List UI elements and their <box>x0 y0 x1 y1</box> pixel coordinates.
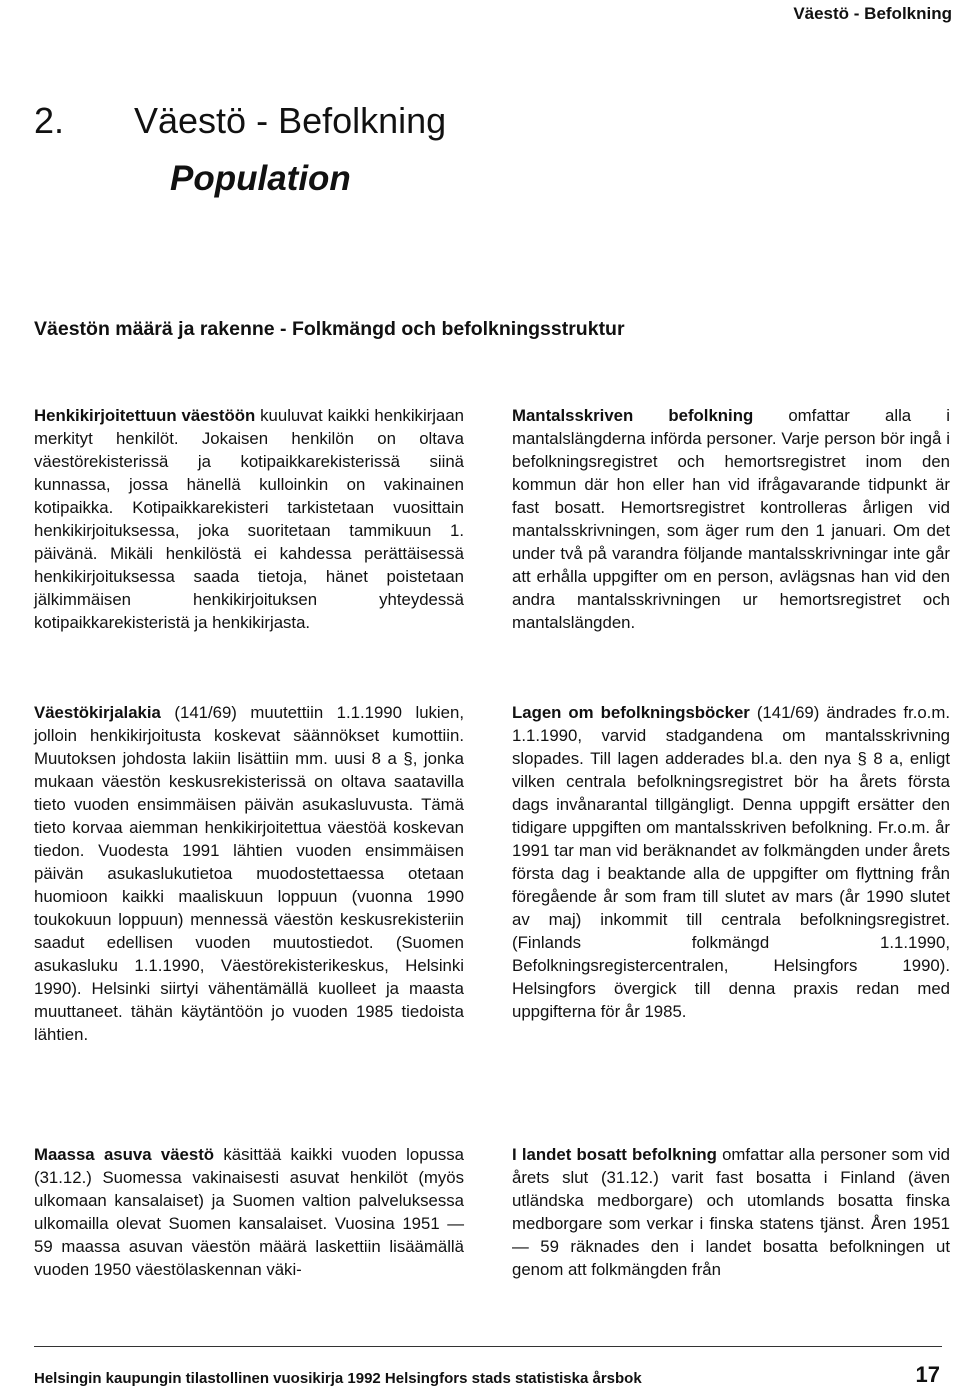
finnish-paragraph <box>34 701 464 1046</box>
term-bold: Mantalsskriven befolkning <box>512 406 754 425</box>
section-heading: Väestön määrä ja rakenne - Folkmängd och befolkningsstruktur <box>34 318 625 340</box>
chapter-number: 2. <box>34 100 65 141</box>
running-header: Väestö - Befolkning <box>793 4 952 23</box>
term-bold: Väestökirjalakia <box>34 703 161 722</box>
finnish-paragraph <box>34 404 464 634</box>
chapter-subtitle: Population <box>170 159 351 198</box>
paragraph-text: kuuluvat kaikki henkikirjaan merkityt henkilöt. Jokaisen henkilön on oltava väestörekisterissä ja kotipaikkarekisterissä siinä kunnassa, jossa hänellä kulloinkin on vakinainen kotipaikka. Kotipaikkarekisteri tarkistetaan vuosittain henkikirjoituksessa, joka suoritetaan tammikuun 1. päivänä. Mikäli henkilöstä ei kahdessa perättäisessä henkikirjoituksessa saada tietoja, hänet poistetaan jälkimmäisen henkikirjoituksen yhteydessä kotipaikkarekisteristä ja henkikirjasta. <box>34 406 464 632</box>
swedish-column <box>512 404 950 1279</box>
chapter-title-text: Väestö - Befolkning <box>134 100 447 141</box>
paragraph-text: käsittää kaikki vuoden lopussa (31.12.) Suomessa vakinaisesti asuvat henkilöt (myös ulkomaan kansalaiset) ja Suomen valtion palveluksessa ulkomailla olevat Suomen kansalaiset. Vuosina 1951 — 59 maassa asuvan väestön määrä laskettiin lisäämällä vuoden 1950 väestölaskennan väki- <box>34 1145 464 1279</box>
term-bold: Henkikirjoitettuun väestöön <box>34 406 256 425</box>
page-number: 17 <box>915 1362 940 1387</box>
term-bold: I landet bosatt befolkning <box>512 1145 717 1164</box>
term-bold: Maassa asuva väestö <box>34 1145 215 1164</box>
paragraph-text: omfattar alla i mantalslängderna införda personer. Varje person bör ingå i befolkningsregistret och hemortsregistret inom den kommun där hon eller han vid ifrågavarande tidpunkt är fast bosatt. Hemortsregistret kontrolleras årligen vid mantalsskrivningen, som äger rum den 1 januari. Om det under två på varandra följande mantalsskrivningar inte går att erhålla uppgifter om en person, avlägsnas han vid den andra mantalsskrivningen ur hemortsregistret och mantalslängden. <box>512 406 950 632</box>
swedish-paragraph <box>512 1143 950 1281</box>
swedish-paragraph <box>512 404 950 634</box>
footer-divider <box>34 1346 942 1347</box>
paragraph-text: (141/69) ändrades fr.o.m. 1.1.1990, varvid stadgandena om mantalsskrivning slopades. Till lagen adderades bl.a. den nya § 8 a, enligt vilken centrala befolkningsregistret bör ha årets första dags invånarantal tillgängligt. Denna uppgift ersätter den tidigare uppgiften om mantalsskriven befolkning. Fr.o.m. år 1991 tar man vid beräknandet av folkmängden under årets första dag i beaktande alla de uppgifter om flyttning från föregående år som fram till slutet av mars (år 1990 slutet av maj) inkommit till centrala befolkningsregistret. (Finlands folkmängd 1.1.1990, Befolkningsregistercentralen, Helsingfors 1990). Helsingfors övergick till denna praxis redan med uppgifterna för år 1985. <box>512 703 950 1021</box>
footer-text: Helsingin kaupungin tilastollinen vuosikirja 1992 Helsingfors stads statistiska årsbok <box>34 1370 642 1387</box>
finnish-column <box>34 404 464 1279</box>
finnish-paragraph <box>34 1143 464 1281</box>
term-bold: Lagen om befolkningsböcker <box>512 703 750 722</box>
paragraph-text: (141/69) muutettiin 1.1.1990 lukien, jolloin henkikirjoitusta koskevat säännökset kumottiin. Muutoksen johdosta lakiin lisättiin mm. uusi 8 a §, jonka mukaan väestön keskusrekisterissä on oltava saatavilla tieto vuoden ensimmäisen päivän asukasluvusta. Tämä tieto korvaa aiemman henkikirjoitettua väestöä koskevan tiedon. Vuodesta 1991 lähtien vuoden ensimmäisen päivän asukaslukutietoa muodostettaessa otetaan huomioon kaikki maaliskuun loppuun (vuonna 1990 toukokuun loppuun) mennessä väestön keskusrekisteriin saadut edellisen vuoden muutostiedot. (Suomen asukasluku 1.1.1990, Väestörekisterikeskus, Helsinki 1990). Helsinki siirtyi vähentämällä kuolleet ja maasta muuttaneet. tähän käytäntöön jo vuoden 1985 tiedoista lähtien. <box>34 703 464 1044</box>
paragraph-text: omfattar alla personer som vid årets slut (31.12.) varit fast bosatta i Finland (även utländska medborgare) och utomlands bosatta finska medborgare som verkar i finska statens tjänst. Åren 1951 — 59 räknades den i landet bosatta befolkningen ut genom att folkmängden från <box>512 1145 950 1279</box>
chapter-title <box>34 100 446 142</box>
swedish-paragraph <box>512 701 950 1023</box>
